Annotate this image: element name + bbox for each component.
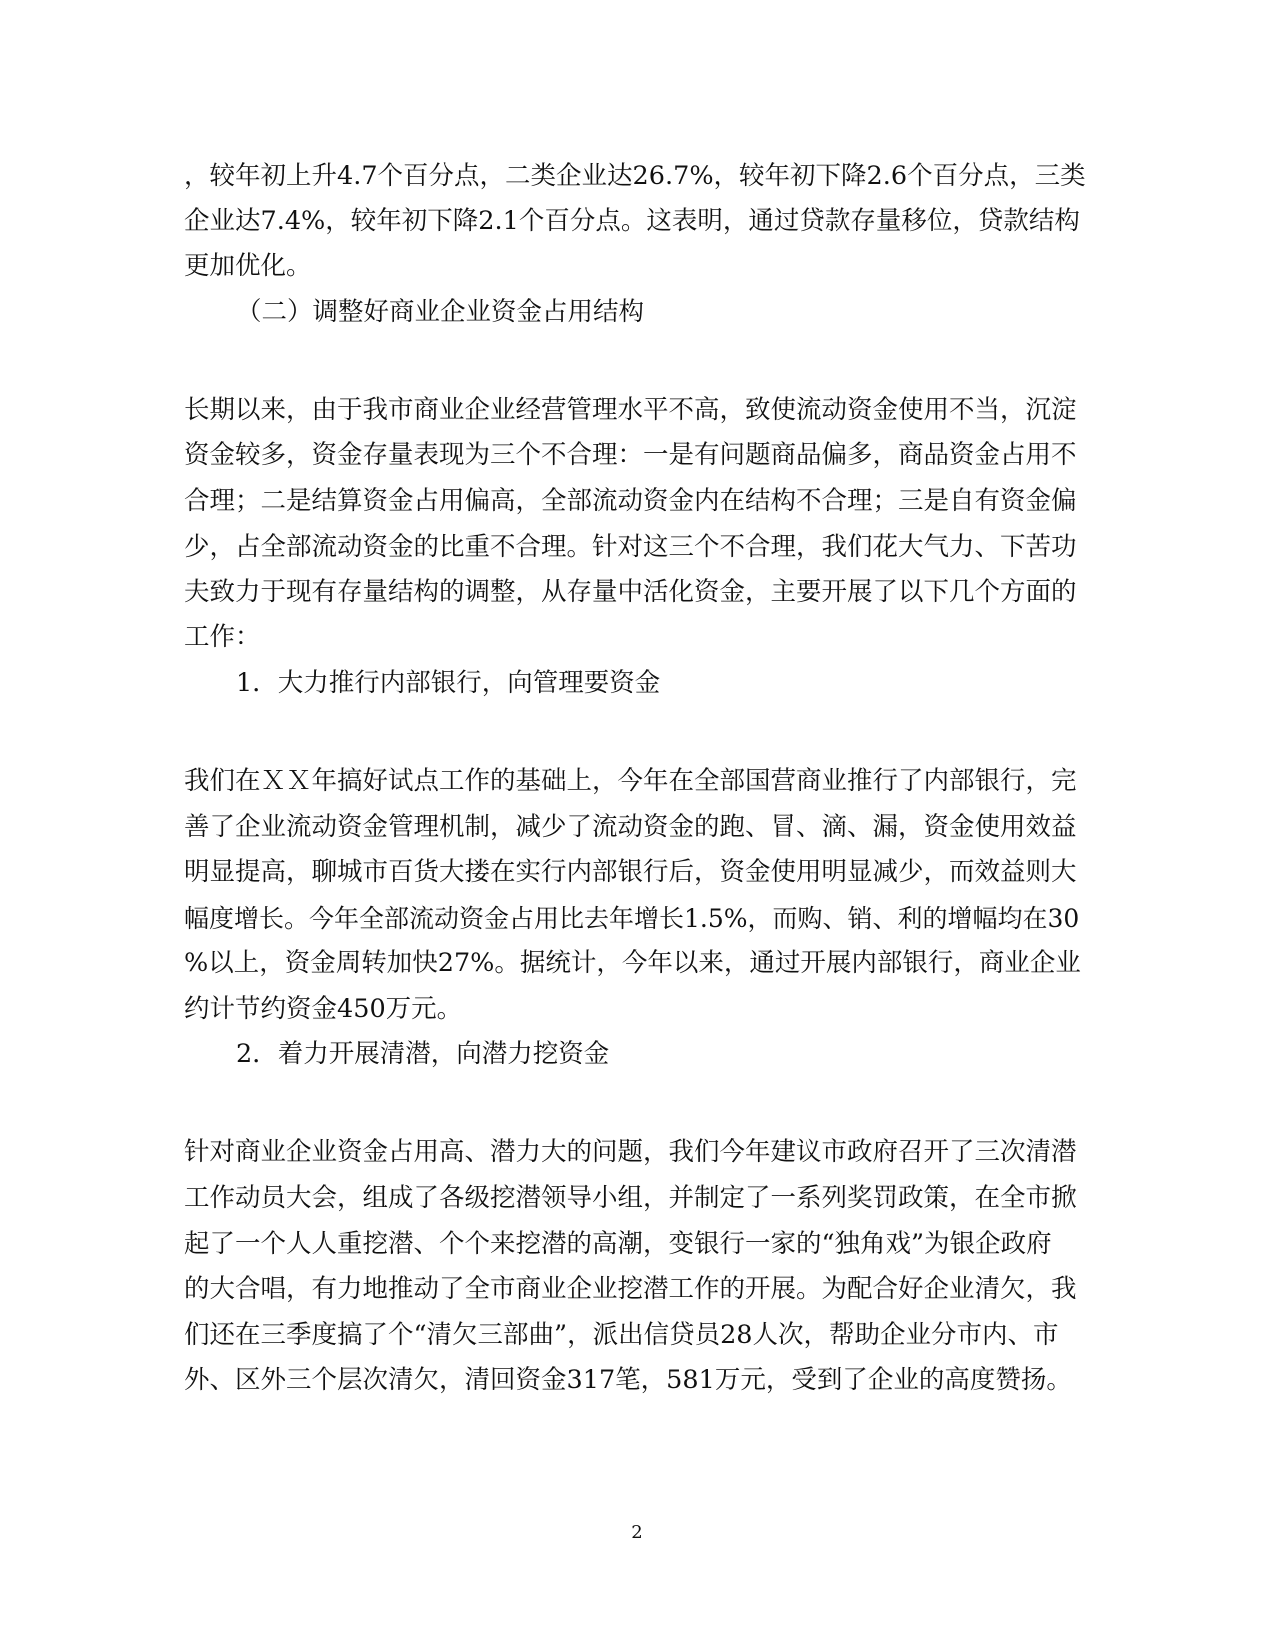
page-number: 2 <box>631 1522 643 1543</box>
paragraph-line: 长期以来，由于我市商业企业经营管理水平不高，致使流动资金使用不当，沉淀 <box>184 395 1077 425</box>
paragraph-line: 善了企业流动资金管理机制，减少了流动资金的跑、冒、滴、漏，资金使用效益 <box>184 812 1077 842</box>
paragraph-line: 约计节约资金450万元。 <box>184 994 463 1024</box>
paragraph-line: 我们在ＸＸ年搞好试点工作的基础上，今年在全部国营商业推行了内部银行，完 <box>184 766 1077 796</box>
paragraph-line: ，较年初上升4.7个百分点，二类企业达26.7%，较年初下降2.6个百分点，三类 <box>184 161 1086 191</box>
paragraph-line: 工作动员大会，组成了各级挖潜领导小组，并制定了一系列奖罚政策，在全市掀 <box>184 1183 1077 1213</box>
paragraph-line: 幅度增长。今年全部流动资金占用比去年增长1.5%，而购、销、利的增幅均在30 <box>184 904 1080 933</box>
paragraph-line: 夫致力于现有存量结构的调整，从存量中活化资金，主要开展了以下几个方面的 <box>184 577 1077 607</box>
paragraph-line: 外、区外三个层次清欠，清回资金317笔，581万元，受到了企业的高度赞扬。 <box>184 1365 1072 1395</box>
section-heading: （二）调整好商业企业资金占用结构 <box>236 297 645 327</box>
paragraph-line: 工作： <box>184 622 261 652</box>
paragraph-line: 资金较多，资金存量表现为三个不合理：一是有问题商品偏多，商品资金占用不 <box>184 440 1077 470</box>
paragraph-line: 合理；二是结算资金占用偏高，全部流动资金内在结构不合理；三是自有资金偏 <box>184 486 1077 516</box>
paragraph-line: 针对商业企业资金占用高、潜力大的问题，我们今年建议市政府召开了三次清潜 <box>184 1137 1077 1167</box>
paragraph-line: 明显提高，聊城市百货大搂在实行内部银行后，资金使用明显减少，而效益则大 <box>184 857 1077 887</box>
paragraph-line: 们还在三季度搞了个“清欠三部曲”，派出信贷员28人次，帮助企业分市内、市 <box>184 1320 1059 1350</box>
paragraph-line: 的大合唱，有力地推动了全市商业企业挖潜工作的开展。为配合好企业清欠，我 <box>184 1274 1077 1304</box>
subsection-heading: 1．大力推行内部银行，向管理要资金 <box>236 668 661 698</box>
paragraph-line: 更加优化。 <box>184 251 312 281</box>
subsection-heading: 2．着力开展清潜，向潜力挖资金 <box>236 1039 610 1069</box>
paragraph-line: 起了一个人人重挖潜、个个来挖潜的高潮，变银行一家的“独角戏”为银企政府 <box>184 1229 1052 1259</box>
paragraph-line: %以上，资金周转加快27%。据统计，今年以来，通过开展内部银行，商业企业 <box>184 948 1081 978</box>
paragraph-line: 企业达7.4%，较年初下降2.1个百分点。这表明，通过贷款存量移位，贷款结构 <box>184 206 1080 236</box>
paragraph-line: 少，占全部流动资金的比重不合理。针对这三个不合理，我们花大气力、下苦功 <box>184 532 1077 562</box>
